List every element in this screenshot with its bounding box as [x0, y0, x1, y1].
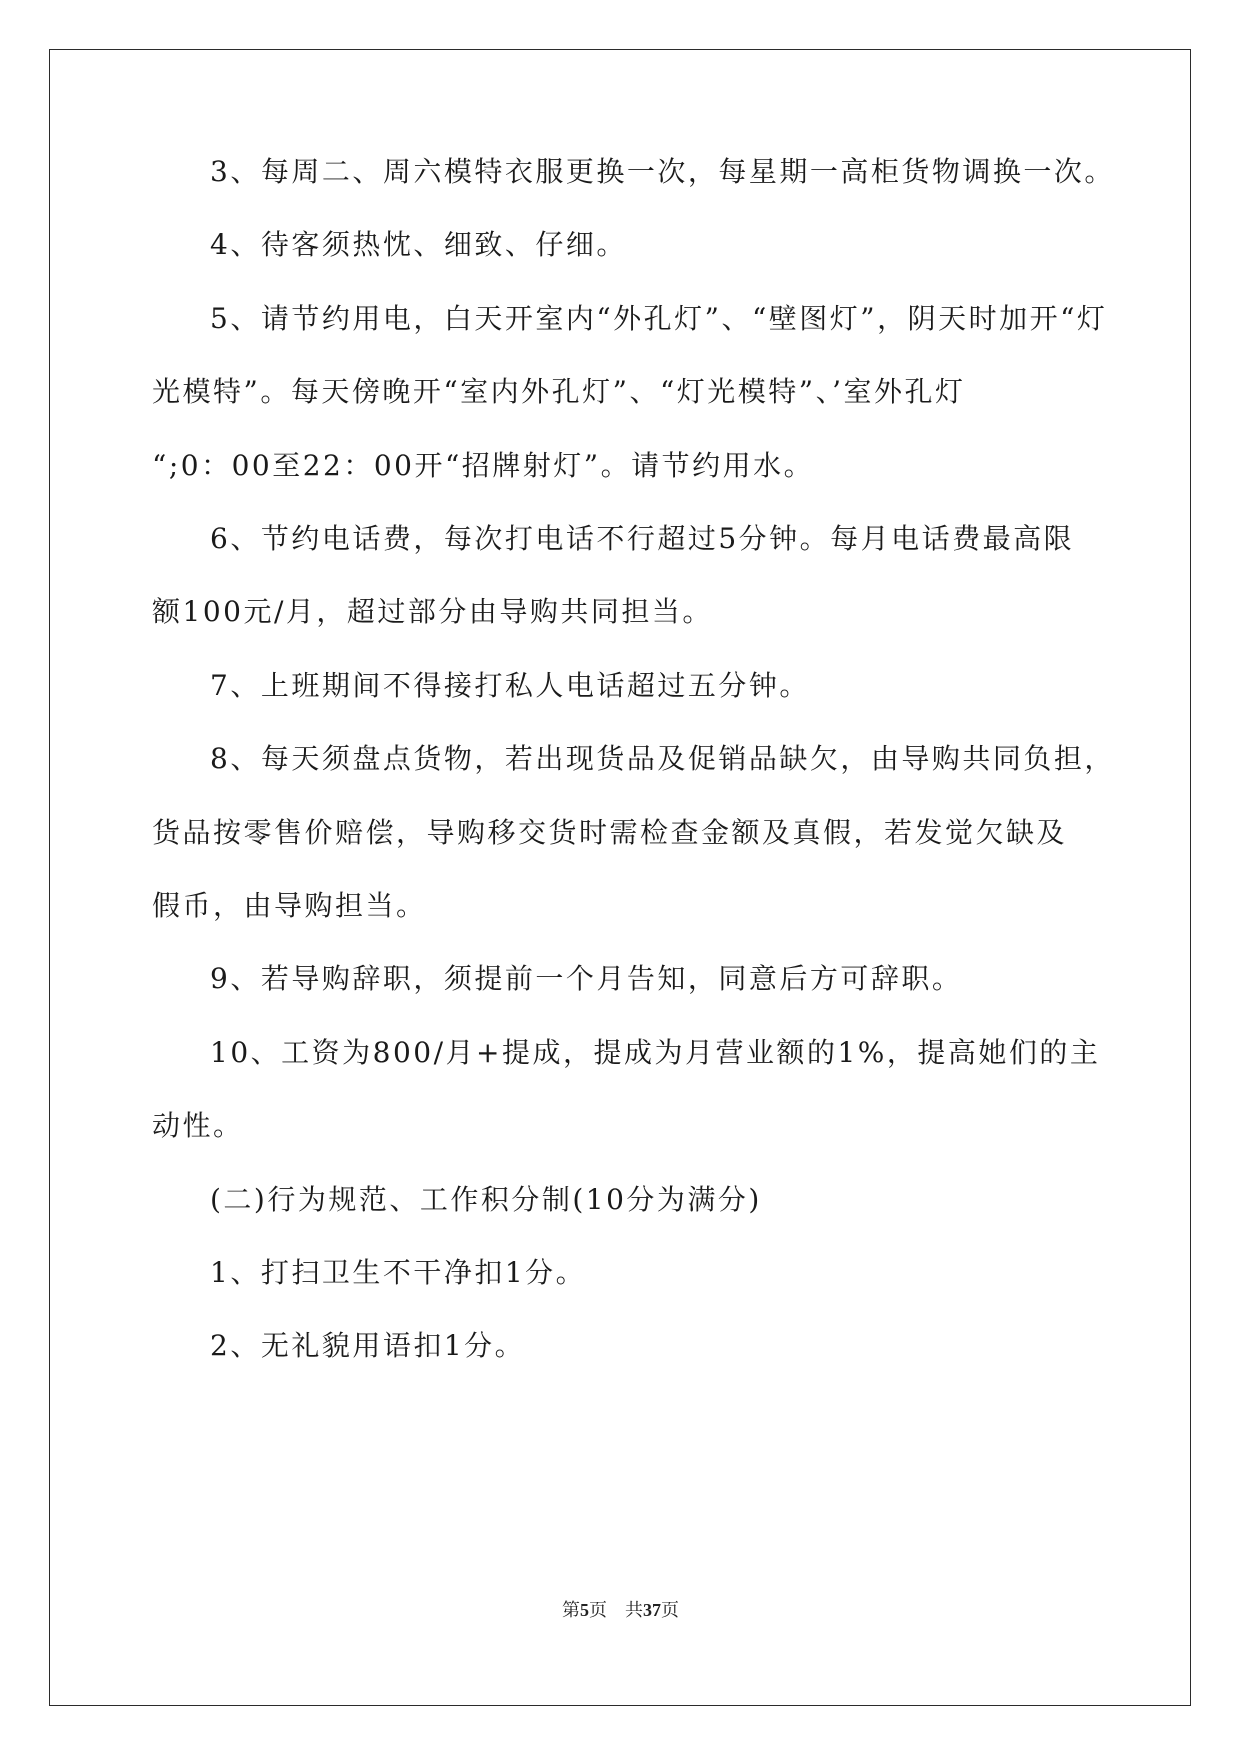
footer-prefix: 第 [562, 1600, 580, 1621]
footer-page-number: 5 [580, 1600, 589, 1620]
text-line: 假币，由导购担当。 [152, 889, 427, 922]
page-border [49, 49, 1191, 1706]
text-line: 4、待客须热忱、细致、仔细。 [210, 228, 627, 261]
footer-suffix: 页 [661, 1600, 679, 1621]
text-line: “;0：00至22：00开“招牌射灯”。请节约用水。 [152, 449, 815, 482]
text-line: 1、打扫卫生不干净扣1分。 [210, 1256, 587, 1289]
footer-total-prefix: 共 [625, 1600, 643, 1621]
footer-total-pages: 37 [643, 1600, 661, 1620]
text-line: (二)行为规范、工作积分制(10分为满分) [210, 1183, 762, 1216]
text-line: 3、每周二、周六模特衣服更换一次，每星期一高柜货物调换一次。 [210, 155, 1115, 188]
footer-page-word: 页 [589, 1600, 607, 1621]
text-line: 动性。 [152, 1109, 244, 1142]
text-line: 5、请节约用电，白天开室内“外孔灯”、“壁图灯”，阴天时加开“灯 [210, 302, 1108, 335]
text-line: 9、若导购辞职，须提前一个月告知，同意后方可辞职。 [210, 962, 963, 995]
text-line: 8、每天须盘点货物，若出现货品及促销品缺欠，由导购共同负担， [210, 742, 1115, 775]
text-line: 额100元/月，超过部分由导购共同担当。 [152, 595, 713, 628]
text-line: 6、节约电话费，每次打电话不行超过5分钟。每月电话费最高限 [210, 522, 1075, 555]
page-footer [0, 1598, 1241, 1623]
text-line: 2、无礼貌用语扣1分。 [210, 1329, 526, 1362]
text-line: 货品按零售价赔偿，导购移交货时需检查金额及真假，若发觉欠缺及 [152, 816, 1068, 849]
text-line: 7、上班期间不得接打私人电话超过五分钟。 [210, 669, 810, 702]
text-line: 光模特”。每天傍晚开“室内外孔灯”、“灯光模特”、’室外孔灯 [152, 375, 966, 408]
text-line: 10、工资为800/月+提成，提成为月营业额的1%，提高她们的主 [210, 1036, 1101, 1069]
